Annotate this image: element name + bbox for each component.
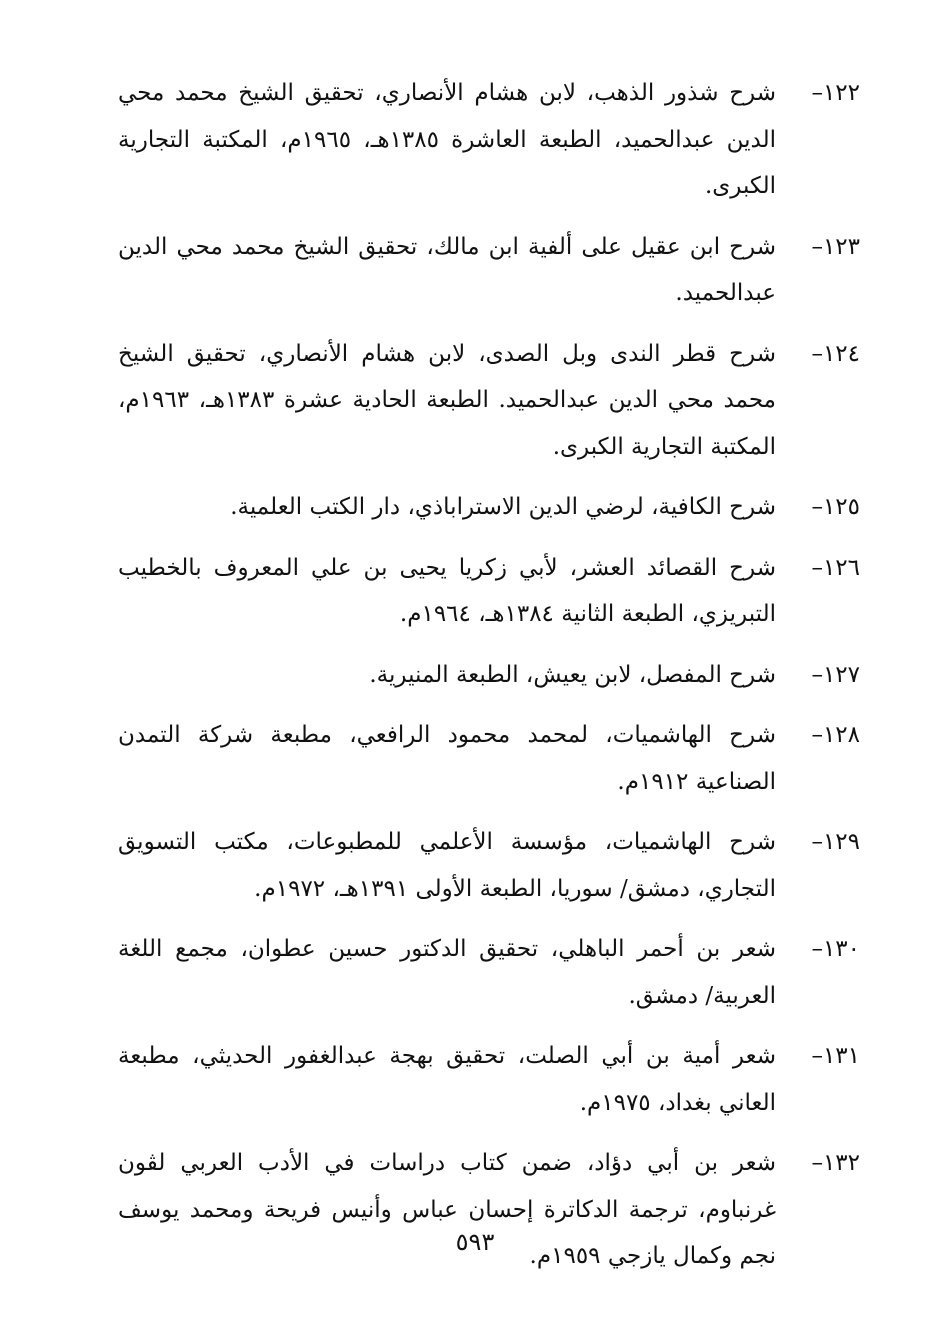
entry-number: ١٢٧–: [811, 661, 860, 688]
entry-text: شرح قطر الندى وبل الصدى، لابن هشام الأنصاري، تحقيق الشيخ محمد محي الدين عبدالحميد. الطبعة الحادية عشرة ١٣٨٣هـ، ١٩٦٣م، المكتبة التجارية الكبرى.: [118, 340, 776, 460]
bibliography-entry: [118, 1140, 860, 1280]
bibliography-entry: [118, 1033, 860, 1126]
entry-number: ١٢٦–: [811, 554, 860, 581]
entry-text: شعر أمية بن أبي الصلت، تحقيق بهجة عبدالغفور الحديثي، مطبعة العاني بغداد، ١٩٧٥م.: [118, 1043, 776, 1116]
bibliography-entry: [118, 926, 860, 1019]
page-number: ٥٩٣: [455, 1228, 495, 1256]
entry-number: ١٢٢–: [811, 80, 860, 106]
entry-text: شرح الكافية، لرضي الدين الاستراباذي، دار الكتب العلمية.: [230, 494, 776, 520]
entry-number: ١٣١–: [811, 1043, 860, 1069]
entry-number: ١٢٤–: [811, 340, 860, 367]
bibliography-entry: [118, 652, 860, 699]
bibliography-entry: [118, 712, 860, 805]
entry-text: شرح القصائد العشر، لأبي زكريا يحيى بن علي المعروف بالخطيب التبريزي، الطبعة الثانية ١٣٨٤هـ، ١٩٦٤م.: [118, 554, 776, 627]
entry-number: ١٢٥–: [811, 494, 860, 520]
entry-text: شرح ابن عقيل على ألفية ابن مالك، تحقيق الشيخ محمد محي الدين عبدالحميد.: [118, 233, 776, 306]
bibliography-entry: [118, 545, 860, 638]
entry-text: شعر بن أحمر الباهلي، تحقيق الدكتور حسين عطوان، مجمع اللغة العربية/ دمشق.: [118, 936, 776, 1009]
bibliography-entry: [118, 331, 860, 471]
entry-text: شرح الهاشميات، مؤسسة الأعلمي للمطبوعات، مكتب التسويق التجاري، دمشق/ سوريا، الطبعة الأولى ١٣٩١هـ، ١٩٧٢م.: [118, 829, 776, 902]
bibliography-entry: [118, 224, 860, 317]
entry-text: شعر بن أبي دؤاد، ضمن كتاب دراسات في الأدب العربي لڤون غرنباوم، ترجمة الدكاترة إحسان عباس وأنيس فريحة ومحمد يوسف نجم وكمال يازجي ١٩٥٩م.: [118, 1150, 776, 1269]
entry-text: شرح شذور الذهب، لابن هشام الأنصاري، تحقيق الشيخ محمد محي الدين عبدالحميد، الطبعة العاشرة ١٣٨٥هـ، ١٩٦٥م، المكتبة التجارية الكبرى.: [118, 80, 776, 199]
entry-number: ١٢٨–: [811, 722, 860, 748]
bibliography-entry: [118, 70, 860, 210]
bibliography-list: [118, 70, 860, 1294]
entry-number: ١٢٩–: [811, 829, 860, 855]
bibliography-entry: [118, 484, 860, 531]
entry-number: ١٣٢–: [811, 1150, 860, 1176]
entry-number: ١٢٣–: [811, 233, 860, 260]
entry-text: شرح الهاشميات، لمحمد محمود الرافعي، مطبعة شركة التمدن الصناعية ١٩١٢م.: [118, 722, 776, 795]
entry-text: شرح المفصل، لابن يعيش، الطبعة المنيرية.: [369, 661, 776, 688]
bibliography-entry: [118, 819, 860, 912]
entry-number: ١٣٠–: [811, 936, 860, 962]
